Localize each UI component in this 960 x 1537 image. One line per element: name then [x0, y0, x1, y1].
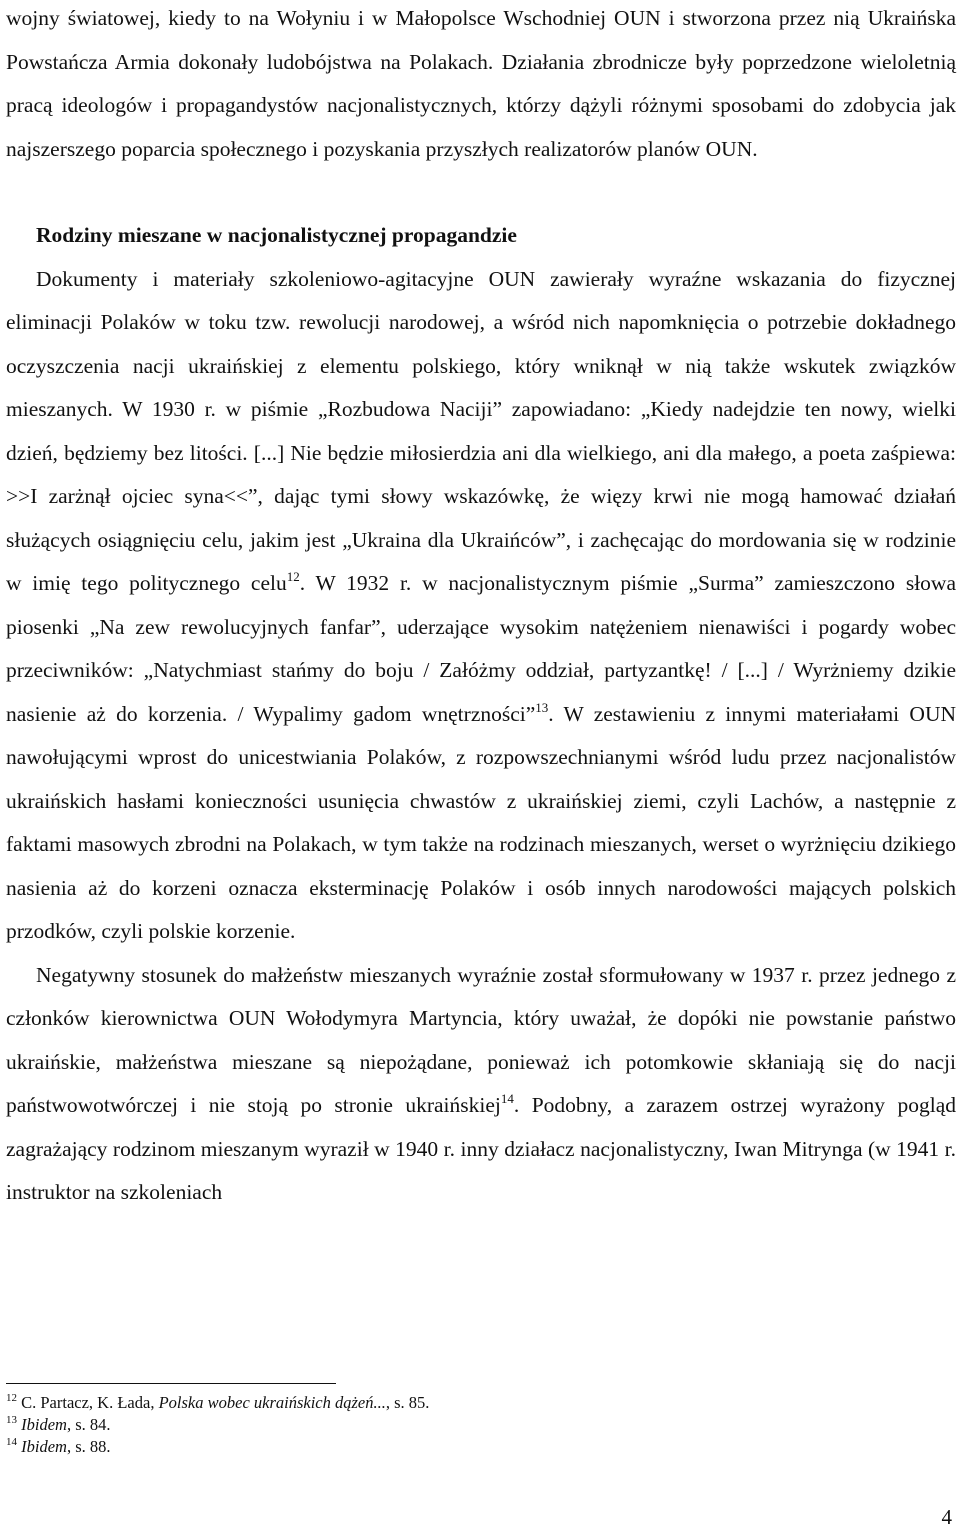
- footnote-title: Ibidem: [21, 1415, 67, 1434]
- footnote-ref-13[interactable]: 13: [535, 699, 549, 715]
- footnote-number: 14: [6, 1436, 17, 1448]
- intro-paragraph: [6, 0, 956, 171]
- paragraph-2-text-b: . Podobny, a zarazem ostrzej wyrażony pogląd zagrażający rodzinom mieszanym wyraził w 1940 r. inny działacz nacjonalistyczny, Iwan Mitrynga (w 1941 r. instruktor na szkoleniach: [6, 1093, 956, 1204]
- page-body: [6, 0, 956, 1215]
- section-heading: Rodziny mieszane w nacjonalistycznej propagandzie: [36, 223, 517, 247]
- footnote-separator: [6, 1383, 336, 1384]
- page-number: 4: [941, 1505, 952, 1529]
- footnote-text: , s. 88.: [66, 1437, 111, 1456]
- intro-text: wojny światowej, kiedy to na Wołyniu i w Małopolsce Wschodniej OUN i stworzona przez nią Ukraińska Powstańcza Armia dokonały ludobójstwa na Polakach. Działania zbrodnicze były poprzedzone wieloletnią pracą ideologów i propagandystów nacjonalistycznych, którzy dążyli różnymi sposobami do zdobycia jak najszerszego poparcia społecznego i pozyskania przyszłych realizatorów planów OUN.: [6, 6, 956, 161]
- paragraph-1-text-a: Dokumenty i materiały szkoleniowo-agitacyjne OUN zawierały wyraźne wskazania do fizycznej eliminacji Polaków w toku tzw. rewolucji narodowej, a wśród nich napomknięcia o potrzebie dokładnego oczyszczenia nacji ukraińskiej z elementu polskiego, który wniknął w nią także wskutek związków mieszanych. W 1930 r. w piśmie „Rozbudowa Naciji” zapowiadano: „Kiedy nadejdzie ten nowy, wielki dzień, będziemy bez litości. [...] Nie będzie miłosierdzia ani dla wielkiego, ani dla małego, a poeta zaśpiewa: >>I zarżnął ojciec syna<<”, dając tymi słowy wskazówkę, że więzy krwi nie mogą hamować działań służących osiągnięciu celu, jakim jest „Ukraina dla Ukraińców”, i zachęcając do mordowania się w rodzinie w imię tego politycznego celu: [6, 266, 956, 595]
- footnote-number: 13: [6, 1414, 17, 1426]
- footnote-12: [6, 1392, 946, 1414]
- footnote-text: , s. 85.: [385, 1393, 430, 1412]
- footnotes: [6, 1392, 946, 1458]
- paragraph-1-text-c: . W zestawieniu z innymi materiałami OUN nawołującymi wprost do unicestwiania Polaków, z rozpowszechnianymi wśród ludu przez nacjonalistów ukraińskich hasłami konieczności usunięcia chwastów z ukraińskiej ziemi, czyli Lachów, a następnie z faktami masowych zbrodni na Polakach, w tym także na rodzinach mieszanych, werset o wyrżnięciu dzikiego nasienia aż do korzeni oznacza eksterminację Polaków i osób innych narodowości mających polskich przodków, czyli polskie korzenie.: [6, 701, 957, 943]
- section-paragraph-1: [6, 258, 956, 954]
- footnote-13: [6, 1414, 946, 1436]
- footnote-text: C. Partacz, K. Łada,: [21, 1393, 159, 1412]
- footnote-title: Ibidem: [21, 1437, 67, 1456]
- footnote-ref-14[interactable]: 14: [500, 1091, 514, 1106]
- footnote-number: 12: [6, 1392, 17, 1404]
- footnote-text: , s. 84.: [66, 1415, 111, 1434]
- footnote-title: Polska wobec ukraińskich dążeń...: [158, 1393, 386, 1412]
- section-paragraph-2: [6, 954, 956, 1215]
- footnote-ref-12[interactable]: 12: [286, 569, 300, 584]
- footnote-14: [6, 1436, 946, 1458]
- paragraph-2-text-a: Negatywny stosunek do małżeństw mieszanych wyraźnie został sformułowany w 1937 r. przez jednego z członków kierownictwa OUN Wołodymyra Martyncia, który uważał, że dopóki nie powstanie państwo ukraińskie, małżeństwa mieszane są niepożądane, ponieważ ich potomkowie skłaniają się do nacji państwowotwórczej i nie stoją po stronie ukraińskiej: [6, 962, 956, 1117]
- paragraph-1-text-b: . W 1932 r. w nacjonalistycznym piśmie „Surma” zamieszczono słowa piosenki „Na zew rewolucyjnych fanfar”, uderzające wysokim natężeniem nienawiści i pogardy wobec przeciwników: „Natychmiast stańmy do boju / Załóżmy oddział, partyzantkę! / [...] / Wyrżniemy dzikie nasienie aż do korzenia. / Wypalimy gadom wnętrzności”: [6, 571, 956, 726]
